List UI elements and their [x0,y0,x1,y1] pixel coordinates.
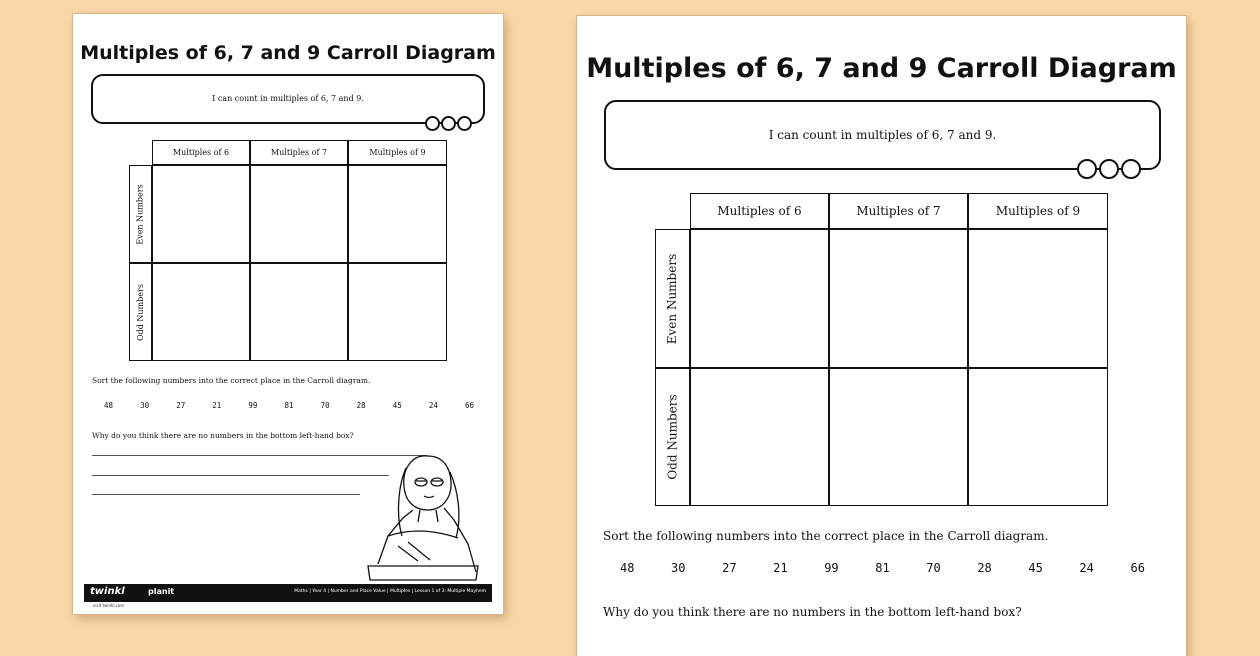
cell-even-7[interactable] [829,229,968,368]
number-item: 81 [875,561,890,575]
column-header-6: Multiples of 6 [152,140,250,165]
number-list [620,561,1145,575]
cell-odd-9[interactable] [348,263,447,361]
sort-instruction: Sort the following numbers into the correct place in the Carroll diagram. [603,529,1049,543]
row-header-odd: Odd Numbers [655,368,690,506]
number-item: 66 [464,401,474,410]
girl-illustration [358,446,488,586]
question-text: Why do you think there are no numbers in the bottom left-hand box? [603,605,1022,619]
number-item: 45 [392,401,402,410]
chain-decoration [1077,159,1141,179]
column-header-9: Multiples of 9 [968,193,1108,229]
number-item: 48 [620,561,635,575]
row-header-even: Even Numbers [129,165,152,263]
footer-bar [84,584,492,602]
objective-text: I can count in multiples of 6, 7 and 9. [212,94,364,103]
answer-line[interactable] [92,475,389,476]
cell-even-9[interactable] [348,165,447,263]
cell-even-7[interactable] [250,165,348,263]
number-item: 27 [176,401,186,410]
cell-odd-6[interactable] [690,368,829,506]
row-header-odd: Odd Numbers [129,263,152,361]
number-item: 30 [671,561,686,575]
number-item: 99 [824,561,839,575]
number-item: 24 [1079,561,1094,575]
column-header-6: Multiples of 6 [690,193,829,229]
number-item: 28 [356,401,366,410]
worksheet-title: Multiples of 6, 7 and 9 Carroll Diagram [80,42,496,64]
number-item: 66 [1130,561,1145,575]
column-header-9: Multiples of 9 [348,140,447,165]
cell-odd-7[interactable] [250,263,348,361]
question-text: Why do you think there are no numbers in the bottom left-hand box? [92,431,354,440]
worksheet-page-preview [73,14,503,614]
cell-even-6[interactable] [690,229,829,368]
number-item: 99 [248,401,258,410]
number-item: 30 [140,401,150,410]
number-item: 28 [977,561,992,575]
number-item: 21 [773,561,788,575]
cell-even-9[interactable] [968,229,1108,368]
worksheet-page-zoomed [577,16,1186,656]
number-item: 24 [428,401,438,410]
brand-logo: twinkl [90,586,125,597]
cell-odd-6[interactable] [152,263,250,361]
column-header-7: Multiples of 7 [829,193,968,229]
number-item: 45 [1028,561,1043,575]
worksheet-title: Multiples of 6, 7 and 9 Carroll Diagram [586,53,1177,84]
number-item: 48 [104,401,114,410]
site-url: visit twinkl.com [93,603,125,608]
objective-text: I can count in multiples of 6, 7 and 9. [768,128,997,142]
chain-decoration [425,116,472,131]
plan-logo: planit [148,587,175,596]
column-header-7: Multiples of 7 [250,140,348,165]
footer-breadcrumb: Maths | Year 4 | Number and Place Value | Multiples | Lesson 1 of 3: Multiple Mayhem [294,589,486,594]
sort-instruction: Sort the following numbers into the correct place in the Carroll diagram. [92,376,371,385]
number-item: 70 [926,561,941,575]
number-item: 21 [212,401,222,410]
cell-odd-7[interactable] [829,368,968,506]
number-item: 81 [284,401,294,410]
cell-odd-9[interactable] [968,368,1108,506]
number-list [104,401,474,410]
number-item: 27 [722,561,737,575]
number-item: 70 [320,401,330,410]
answer-line[interactable] [92,494,360,495]
row-header-even: Even Numbers [655,229,690,368]
cell-even-6[interactable] [152,165,250,263]
